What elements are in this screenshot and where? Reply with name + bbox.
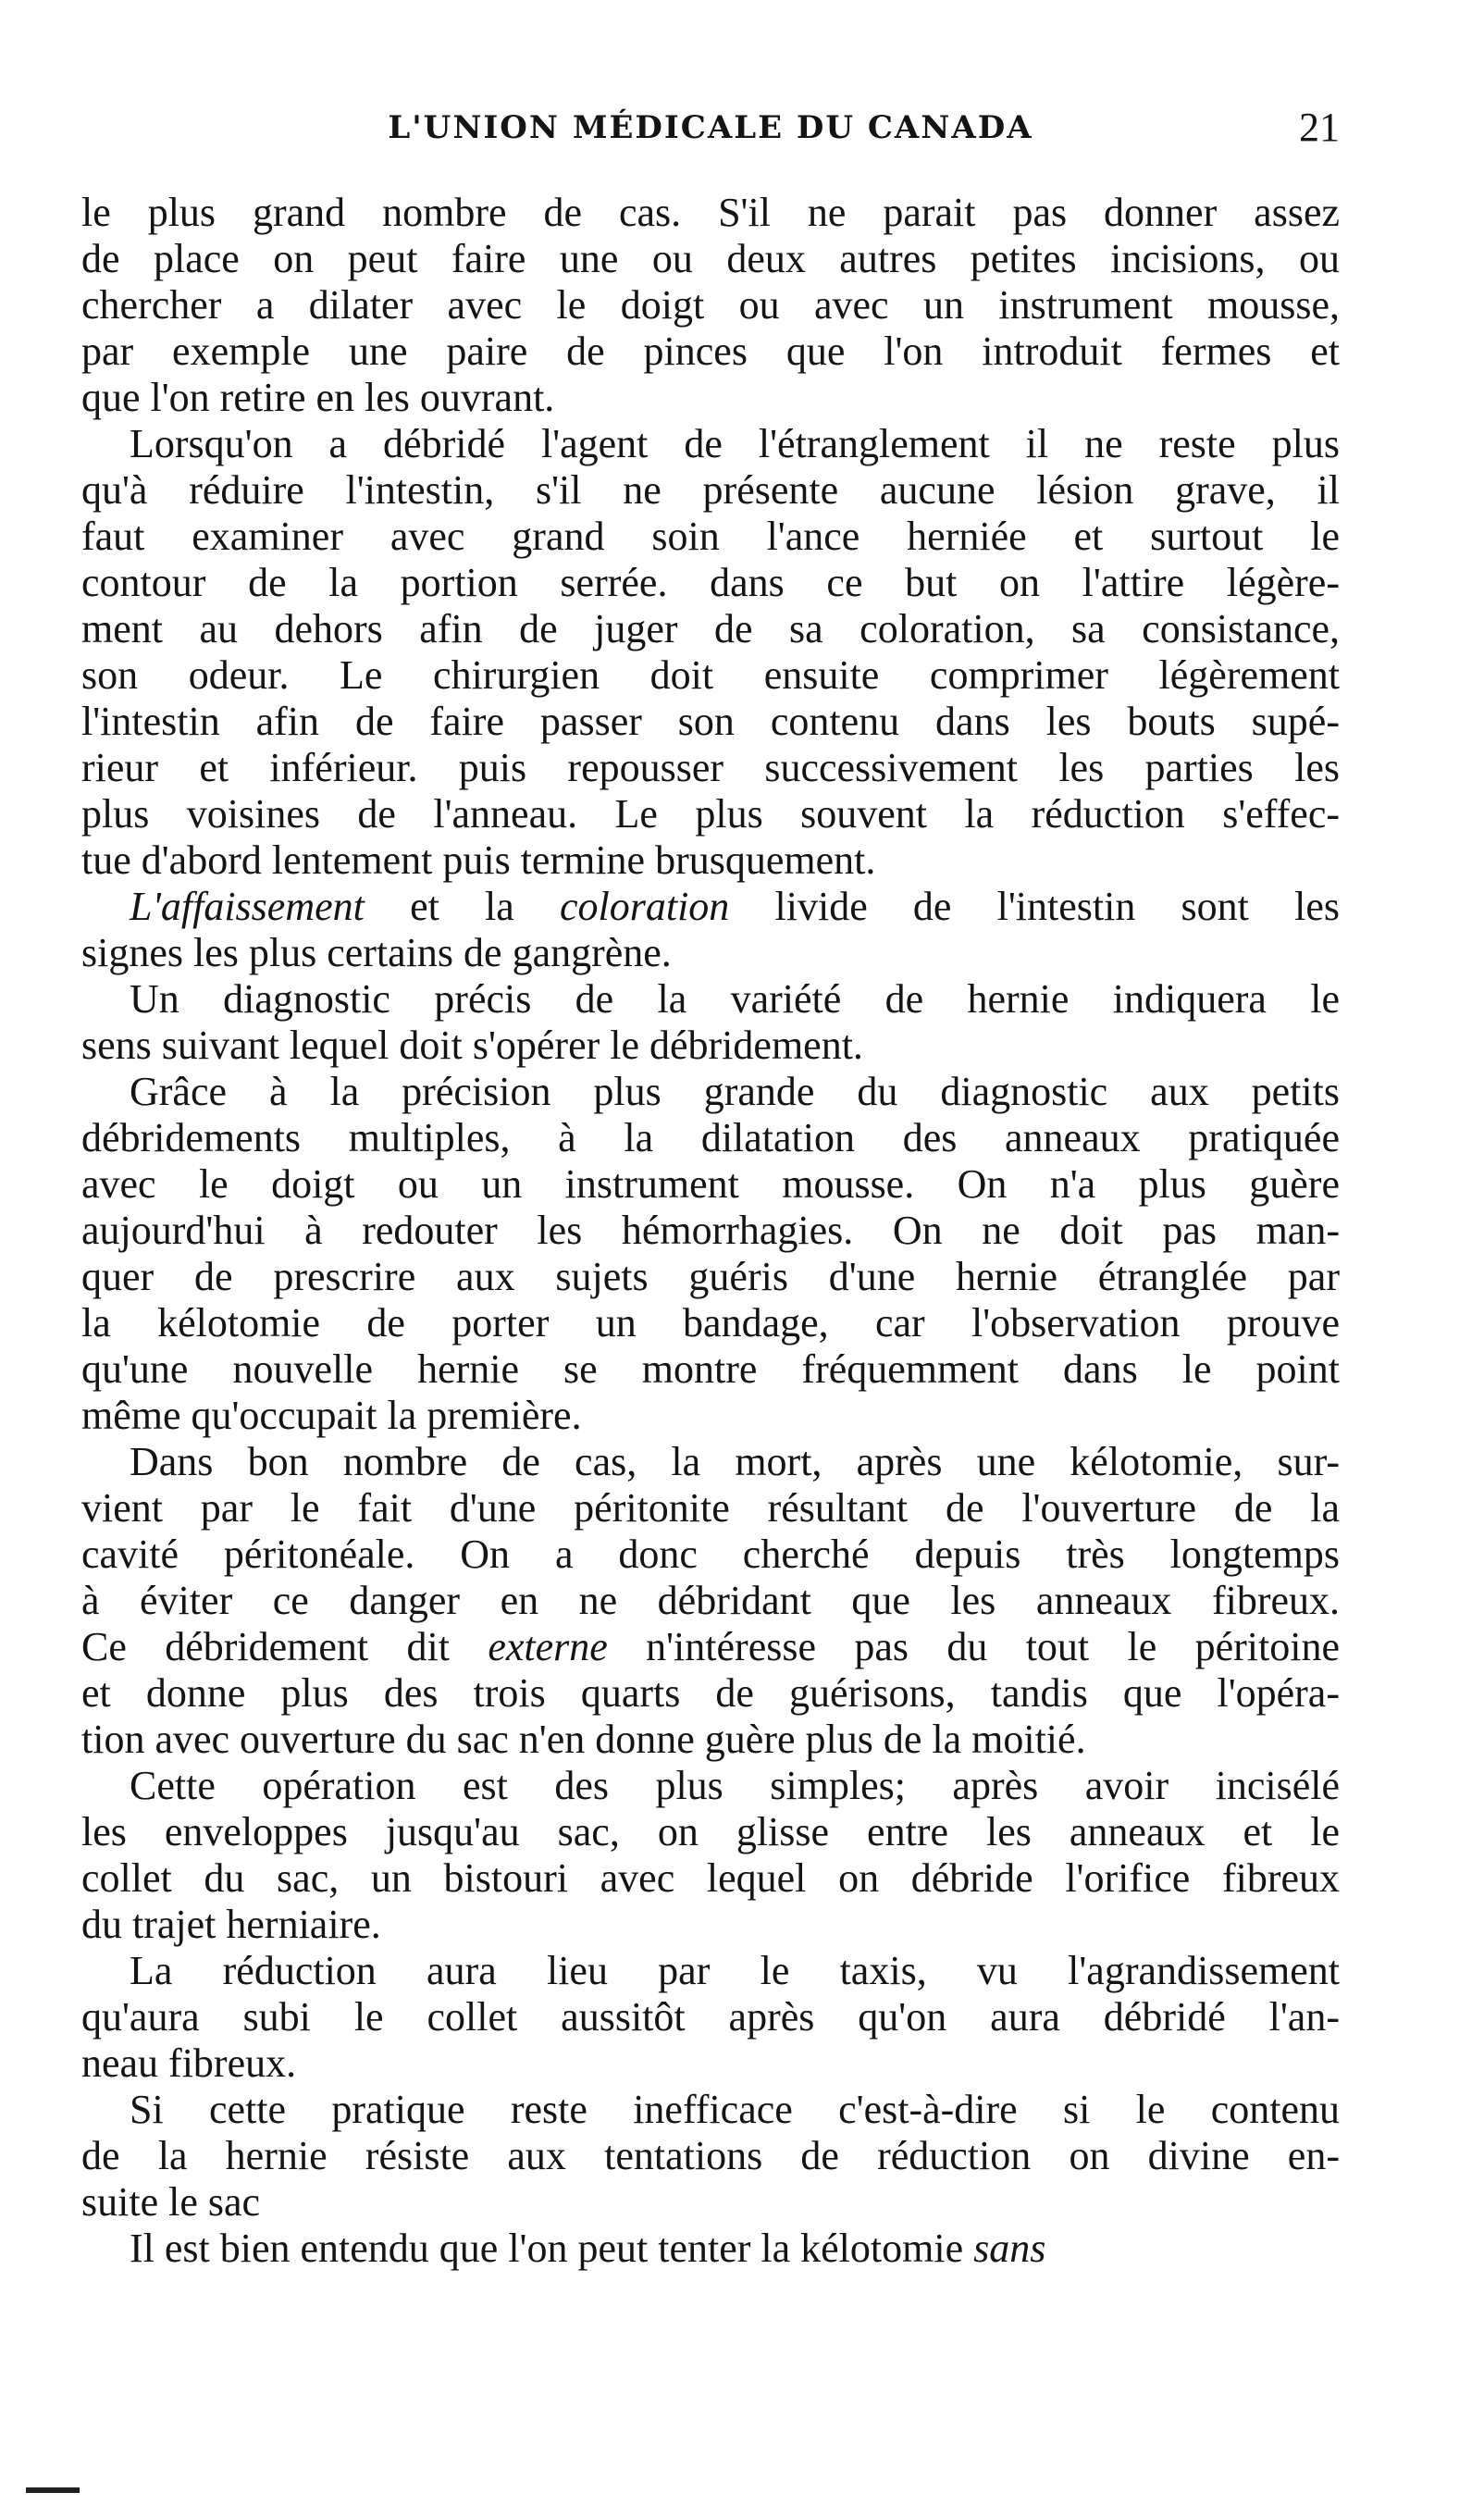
paragraph-start <box>81 884 1340 930</box>
text-line: tion avec ouverture du sac n'en donne guère plus de la moitié. <box>81 1717 1086 1762</box>
paragraph-start: Grâce à la précision plus grande du diagnostic aux petits <box>130 1069 1340 1114</box>
scan-edge-mark <box>26 2487 80 2493</box>
page-number: 21 <box>1299 105 1340 150</box>
text-line: du trajet herniaire. <box>81 1902 381 1947</box>
paragraph-start: Cette opération est des plus simples; après avoir incisélé <box>130 1763 1340 1808</box>
text-line: tue d'abord lentement puis termine brusquement. <box>81 837 876 883</box>
text-line: quer de prescrire aux sujets guéris d'une hernie étranglée par <box>81 1254 1340 1299</box>
text-line: débridements multiples, à la dilatation des anneaux pratiquée <box>81 1115 1340 1160</box>
text-line: qu'aura subi le collet aussitôt après qu'on aura débridé l'an- <box>81 1994 1340 2040</box>
paragraph-start: Si cette pratique reste inefficace c'est-à-dire si le contenu <box>130 2087 1340 2132</box>
text-line: neau fibreux. <box>81 2040 297 2086</box>
text-line: vient par le fait d'une péritonite résultant de l'ouverture de la <box>81 1485 1340 1531</box>
text-line: collet du sac, un bistouri avec lequel on débride l'orifice fibreux <box>81 1855 1340 1901</box>
paragraph-start <box>81 2226 1340 2272</box>
text-line: rieur et inférieur. puis repousser successivement les parties les <box>81 745 1340 790</box>
text-line: le plus grand nombre de cas. S'il ne parait pas donner assez <box>81 190 1340 235</box>
text-line: même qu'occupait la première. <box>81 1393 582 1438</box>
text-span: et la <box>364 884 560 929</box>
paragraph-start: Dans bon nombre de cas, la mort, après une kélotomie, sur- <box>130 1439 1340 1484</box>
text-line: chercher a dilater avec le doigt ou avec un instrument mousse, <box>81 282 1340 328</box>
emphasis: coloration <box>559 884 730 929</box>
text-line: faut examiner avec grand soin l'ance herniée et surtout le <box>81 514 1340 559</box>
paragraph-start: Un diagnostic précis de la variété de hernie indiquera le <box>130 976 1340 1022</box>
text-line: avec le doigt ou un instrument mousse. On n'a plus guère <box>81 1161 1340 1207</box>
emphasis: L'affaissement <box>130 884 365 929</box>
text-line: et donne plus des trois quarts de guérisons, tandis que l'opéra- <box>81 1670 1340 1716</box>
text-line: sens suivant lequel doit s'opérer le débridement. <box>81 1023 863 1068</box>
text-line: à éviter ce danger en ne débridant que les anneaux fibreux. <box>81 1578 1340 1623</box>
text-line: qu'une nouvelle hernie se montre fréquemment dans le point <box>81 1346 1340 1392</box>
text-line: suite le sac <box>81 2179 261 2225</box>
text-line: cavité péritonéale. On a donc cherché depuis très longtemps <box>81 1532 1340 1577</box>
running-title: L'UNION MÉDICALE DU CANADA <box>388 109 1033 146</box>
emphasis: sans <box>973 2226 1046 2271</box>
text-line: que l'on retire en les ouvrant. <box>81 375 555 420</box>
text-line: l'intestin afin de faire passer son contenu dans les bouts supé- <box>81 699 1340 744</box>
text-line: de la hernie résiste aux tentations de réduction on divine en- <box>81 2133 1340 2178</box>
paragraph-start: Lorsqu'on a débridé l'agent de l'étranglement il ne reste plus <box>130 421 1340 466</box>
text-line: plus voisines de l'anneau. Le plus souvent la réduction s'effec- <box>81 791 1340 837</box>
text-line: son odeur. Le chirurgien doit ensuite comprimer légèrement <box>81 652 1340 698</box>
text-line: aujourd'hui à redouter les hémorrhagies. On ne doit pas man- <box>81 1208 1340 1253</box>
text-line: ment au dehors afin de juger de sa coloration, sa consistance, <box>81 606 1340 651</box>
running-header <box>81 105 1340 157</box>
text-line: contour de la portion serrée. dans ce but on l'attire légère- <box>81 560 1340 605</box>
text-span: n'intéresse pas du tout le péritoine <box>607 1624 1340 1669</box>
body-text <box>81 190 1340 2272</box>
text-line: la kélotomie de porter un bandage, car l'observation prouve <box>81 1300 1340 1346</box>
text-line: par exemple une paire de pinces que l'on introduit fermes et <box>81 329 1340 374</box>
text-span: Il est bien entendu que l'on peut tenter la kélotomie <box>130 2226 974 2271</box>
text-line: les enveloppes jusqu'au sac, on glisse entre les anneaux et le <box>81 1809 1340 1854</box>
text-line: signes les plus certains de gangrène. <box>81 930 672 975</box>
text-line: qu'à réduire l'intestin, s'il ne présente aucune lésion grave, il <box>81 467 1340 513</box>
text-span: Ce débridement dit <box>81 1624 488 1669</box>
emphasis: externe <box>488 1624 608 1669</box>
paragraph-start: La réduction aura lieu par le taxis, vu l'agrandissement <box>130 1948 1340 1993</box>
text-line <box>81 1624 1340 1670</box>
text-line: de place on peut faire une ou deux autres petites incisions, ou <box>81 236 1340 281</box>
text-span: livide de l'intestin sont les <box>729 884 1340 929</box>
